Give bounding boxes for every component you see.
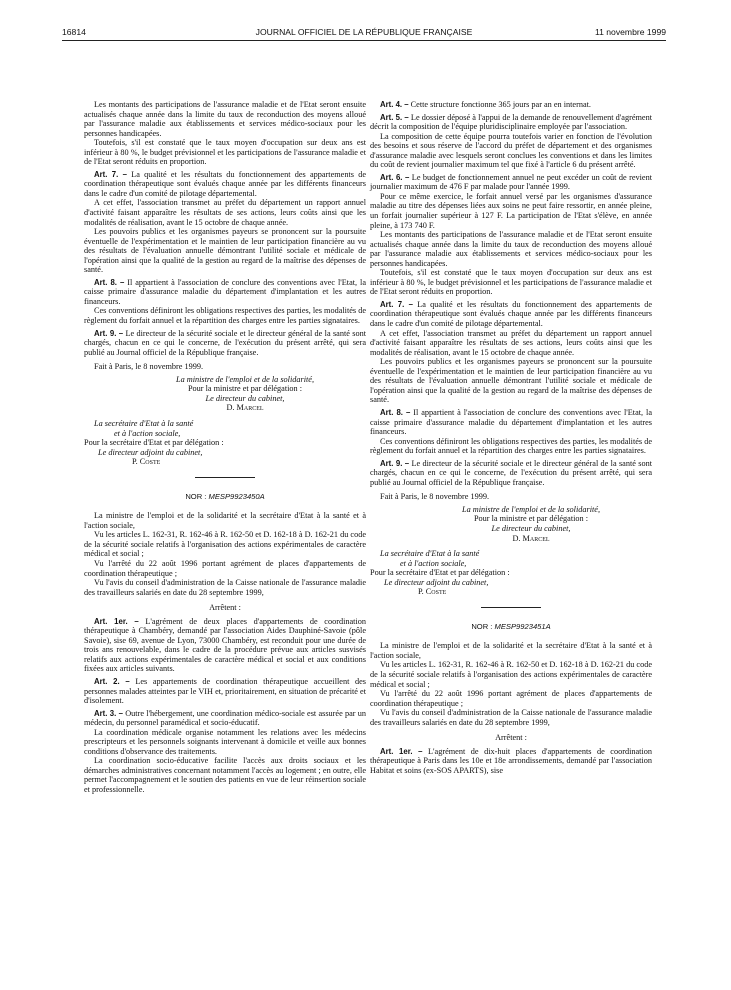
- left-column: [84, 100, 366, 795]
- separator-rule: [481, 607, 541, 608]
- paragraph: Vu l'avis du conseil d'administration de la Caisse nationale de l'assurance maladie des travailleurs salariés en date du 28 septembre 1999,: [370, 708, 652, 727]
- minister-title: La ministre de l'emploi et de la solidarité,: [175, 374, 315, 384]
- minister-signature-block: [124, 375, 366, 413]
- paragraph: Ces conventions définiront les obligations respectives des parties, les modalités de règlement du forfait annuel et la répartition des charges entre les parties signataires.: [370, 436, 652, 456]
- paragraph: A cet effet, l'association transmet au préfet du département un rapport annuel d'activité faisant apparaître les résultats de ses actions, leurs coûts ainsi que les modalités de réalisation, avant le 15 octobre de chaque année.: [84, 198, 366, 227]
- separator-rule: [195, 477, 255, 478]
- signatory-name: D. Marcel: [226, 403, 264, 413]
- signatory-name: D. Marcel: [512, 533, 550, 543]
- secretary-title-2: et à l'action sociale,: [114, 428, 181, 438]
- paragraph: A cet effet, l'association transmet au préfet du département un rapport annuel d'activité faisant apparaître les résultats de ses actions, leurs coûts ainsi que les modalités de réalisation, avant le 15 octobre de chaque année.: [370, 328, 652, 357]
- article-text: L'agrément de deux places d'appartements de coordination thérapeutique à Chambéry, demandé par l'association Aides Dauphiné-Savoie (pôle Savoie), sise 69, avenue de Lyon, 73000 Chambéry, est reconduit pour une durée de trois ans renouvelable, dans le cadre de la procédure prévue aux articles susvisés relatifs aux actions expérimentales de caractère médical et social et aux conditions fixées aux articles suivants.: [84, 616, 366, 674]
- delegation-line: Pour la secrétaire d'Etat et par délégation :: [370, 568, 510, 578]
- secretary-title: La secrétaire d'Etat à la santé: [94, 418, 194, 428]
- issue-date: 11 novembre 1999: [594, 27, 666, 37]
- article-1: [370, 747, 652, 776]
- header-rule: [62, 40, 666, 41]
- director-title: Le directeur du cabinet,: [205, 393, 285, 403]
- paragraph: Les pouvoirs publics et les organismes payeurs se prononcent sur la poursuite éventuelle de l'expérimentation et le maintien de leur participation financière au vu des résultats de l'évaluation annuelle démontrant l'utilité sociale et médicale de l'opération ainsi que la qualité de la gestion au regard de la maîtrise des dépenses de santé.: [84, 227, 366, 275]
- article-label: Art. 1er. –: [94, 616, 139, 626]
- page-number: 16814: [62, 27, 86, 37]
- article-text: Cette structure fonctionne 365 jours par an en internat.: [408, 100, 591, 109]
- article-label: Art. 2. –: [94, 676, 130, 686]
- nor-code: MESP9923450A: [208, 491, 265, 501]
- article-text: Il appartient à l'association de conclure des conventions avec l'Etat, la caisse primaire d'assurance maladie du département d'implantation et les autres financeurs.: [84, 277, 366, 306]
- arretent-heading: Arrêtent :: [209, 603, 241, 613]
- paragraph: Vu l'avis du conseil d'administration de la Caisse nationale de l'assurance maladie des travailleurs salariés en date du 28 septembre 1999,: [84, 578, 366, 597]
- paragraph: Vu l'arrêté du 22 août 1996 portant agrément de places d'appartements de coordination thérapeutique ;: [84, 558, 366, 578]
- article-label: Art. 8. –: [380, 407, 411, 417]
- signature-place-date: Fait à Paris, le 8 novembre 1999.: [380, 492, 490, 502]
- article-text: Outre l'hébergement, une coordination médico-sociale est assurée par un médecin, du personnel paramédical et socio-éducatif.: [84, 708, 366, 728]
- article-label: Art. 9. –: [380, 458, 410, 468]
- signatory-name: P. Coste: [418, 587, 447, 597]
- paragraph: La coordination médicale organise notamment les relations avec les médecins prescripteurs et les personnels soignants intervenant à domicile et veille aux bonnes conditions d'observance des traitements.: [84, 727, 366, 756]
- article-text: La qualité et les résultats du fonctionnement des appartements de coordination thérapeutique sont évalués chaque année par les différents financeurs dans le cadre d'un comité de pilotage départemental.: [84, 169, 366, 198]
- article-label: Art. 4. –: [380, 100, 409, 109]
- article-8: [84, 278, 366, 307]
- article-1: [84, 617, 366, 674]
- article-text: Il appartient à l'association de conclure des conventions avec l'Etat, la caisse primaire d'assurance maladie du département d'implantation et les autres financeurs.: [370, 407, 652, 437]
- secretary-signature-block: [84, 419, 366, 467]
- article-6: [370, 173, 652, 192]
- paragraph: Vu l'arrêté du 22 août 1996 portant agrément de places d'appartements de coordination thérapeutique ;: [370, 689, 652, 708]
- article-text: Le directeur de la sécurité sociale et le directeur général de la santé sont chargés, chacun en ce qui le concerne, de l'exécution du présent arrêté, qui sera publié au Journal officiel de la République française.: [370, 458, 652, 487]
- article-8: [370, 408, 652, 437]
- paragraph: La coordination socio-éducative facilite l'accès aux droits sociaux et les démarches administratives concernant notamment l'accès au logement ; en outre, elle permet l'accompagnement et le soutien des patients en vue de leur réinsertion sociale et professionnelle.: [84, 756, 366, 794]
- paragraph: Toutefois, s'il est constaté que le taux moyen d'occupation sur deux ans est inférieur à 80 %, le budget prévisionnel et les participations de l'assurance maladie et de l'Etat seront réduits en proportion.: [370, 268, 652, 297]
- article-label: Art. 9. –: [94, 328, 124, 338]
- article-text: Les appartements de coordination thérapeutique accueillent des personnes malades atteintes par le VIH et, prioritairement, en situation de précarité et d'isolement.: [84, 676, 366, 706]
- paragraph: Pour ce même exercice, le forfait annuel versé par les organismes d'assurance maladie au titre des dépenses liées aux soins ne peut faire ressortir, en année pleine, un forfait journalier supérieur à 127 F. La participation de l'Etat s'élève, en année pleine, à 173 740 F.: [370, 191, 652, 230]
- article-label: Art. 1er. –: [380, 746, 423, 756]
- secretary-title-2: et à l'action sociale,: [400, 558, 467, 568]
- journal-title: JOURNAL OFFICIEL DE LA RÉPUBLIQUE FRANÇAISE: [255, 27, 473, 37]
- secretary-title: La secrétaire d'Etat à la santé: [380, 549, 480, 559]
- paragraph: La ministre de l'emploi et de la solidarité et la secrétaire d'Etat à la santé et à l'action sociale,: [370, 641, 652, 660]
- arretent-heading: Arrêtent :: [495, 733, 527, 743]
- signature-place-date: Fait à Paris, le 8 novembre 1999.: [94, 362, 204, 372]
- paragraph: Les montants des participations de l'assurance maladie et de l'Etat seront ensuite actualisés chaque année dans la limite du taux de reconduction des moyens alloué par l'assurance maladie aux établissements et services médico-sociaux pour les personnes handicapées.: [370, 230, 652, 268]
- signatory-name: P. Coste: [132, 457, 161, 467]
- article-9: [370, 459, 652, 488]
- article-9: [84, 329, 366, 358]
- paragraph: Les pouvoirs publics et les organismes payeurs se prononcent sur la poursuite éventuelle de l'expérimentation et le maintien de leur participation financière au vu des résultats de l'évaluation annuelle démontrant l'utilité sociale et médicale de l'opération ainsi que la qualité de la gestion au regard de la maîtrise des dépenses de santé.: [370, 357, 652, 405]
- delegation-line: Pour la secrétaire d'Etat et par délégation :: [84, 438, 224, 448]
- director-title: Le directeur du cabinet,: [491, 523, 571, 533]
- right-column: [370, 100, 652, 775]
- article-text: Le directeur de la sécurité sociale et le directeur général de la santé sont chargés, chacun en ce qui le concerne, de l'exécution du présent arrêté, qui sera publié au Journal officiel de la République française.: [84, 328, 366, 357]
- article-4: [370, 100, 652, 110]
- article-label: Art. 3. –: [94, 708, 123, 718]
- article-7: [370, 300, 652, 329]
- article-text: Le dossier déposé à l'appui de la demande de renouvellement d'agrément décrit la composition de l'équipe pluridisciplinaire employée par l'association.: [370, 112, 652, 132]
- delegation-line: Pour la ministre et par délégation :: [473, 514, 589, 524]
- paragraph: Toutefois, s'il est constaté que le taux moyen d'occupation sur deux ans est inférieur à 80 %, le budget prévisionnel et les participations de l'assurance maladie et de l'Etat seront réduits en proportion.: [84, 138, 366, 167]
- article-label: Art. 6. –: [380, 172, 410, 182]
- paragraph: La ministre de l'emploi et de la solidarité et la secrétaire d'Etat à la santé et à l'action sociale,: [84, 511, 366, 530]
- deputy-director-title: Le directeur adjoint du cabinet,: [384, 577, 489, 587]
- article-label: Art. 7. –: [94, 169, 127, 179]
- paragraph: Vu les articles L. 162-31, R. 162-46 à R. 162-50 et D. 162-18 à D. 162-21 du code de la sécurité sociale relatifs à l'organisation des actions expérimentales de caractère médical et social ;: [370, 660, 652, 689]
- article-7: [84, 170, 366, 199]
- article-text: La qualité et les résultats du fonctionnement des appartements de coordination thérapeutique sont évalués chaque année par les différents financeurs dans le cadre d'un comité de pilotage départemental.: [370, 299, 652, 329]
- secretary-signature-block: [370, 549, 652, 597]
- article-label: Art. 7. –: [380, 299, 413, 309]
- article-2: [84, 677, 366, 706]
- paragraph: Ces conventions définiront les obligations respectives des parties, les modalités de règlement du forfait annuel et la répartition des charges entre les parties signataires.: [84, 306, 366, 326]
- article-label: Art. 5. –: [380, 112, 409, 122]
- delegation-line: Pour la ministre et par délégation :: [187, 384, 303, 394]
- article-text: L'agrément de dix-huit places d'appartements de coordination thérapeutique à Paris dans les 10e et 18e arrondissements, demandé par l'association Habitat et soins (ex-SOS APARTS), sise: [370, 746, 652, 775]
- article-text: Le budget de fonctionnement annuel ne peut excéder un coût de revient journalier maximum de 476 F par malade pour l'année 1999.: [370, 172, 652, 192]
- paragraph: Vu les articles L. 162-31, R. 162-46 à R. 162-50 et D. 162-18 à D. 162-21 du code de la sécurité sociale relatifs à l'organisation des actions expérimentales de caractère médical et social ;: [84, 530, 366, 559]
- nor-reference: NOR : MESP9923450A: [185, 491, 265, 501]
- page-header: [62, 27, 666, 41]
- nor-reference: NOR : MESP9923451A: [471, 621, 551, 631]
- article-5: [370, 113, 652, 132]
- deputy-director-title: Le directeur adjoint du cabinet,: [98, 447, 203, 457]
- paragraph: La composition de cette équipe pourra toutefois varier en fonction de l'évolution des besoins et sous réserve de l'accord du préfet de département et des organismes d'assurance maladie avec lesquels seront conclues les conventions et dans les limites du coût de revient journalier maximum tel que fixé à l'article 6 du présent arrêté.: [370, 131, 652, 170]
- nor-code: MESP9923451A: [494, 621, 551, 631]
- minister-title: La ministre de l'emploi et de la solidarité,: [461, 504, 601, 514]
- article-3: [84, 709, 366, 728]
- minister-signature-block: [410, 505, 652, 543]
- article-label: Art. 8. –: [94, 277, 125, 287]
- paragraph: Les montants des participations de l'assurance maladie et de l'Etat seront ensuite actualisés chaque année dans la limite du taux de reconduction des moyens alloué par l'assurance maladie aux établissements et services médico-sociaux pour les personnes handicapées.: [84, 100, 366, 138]
